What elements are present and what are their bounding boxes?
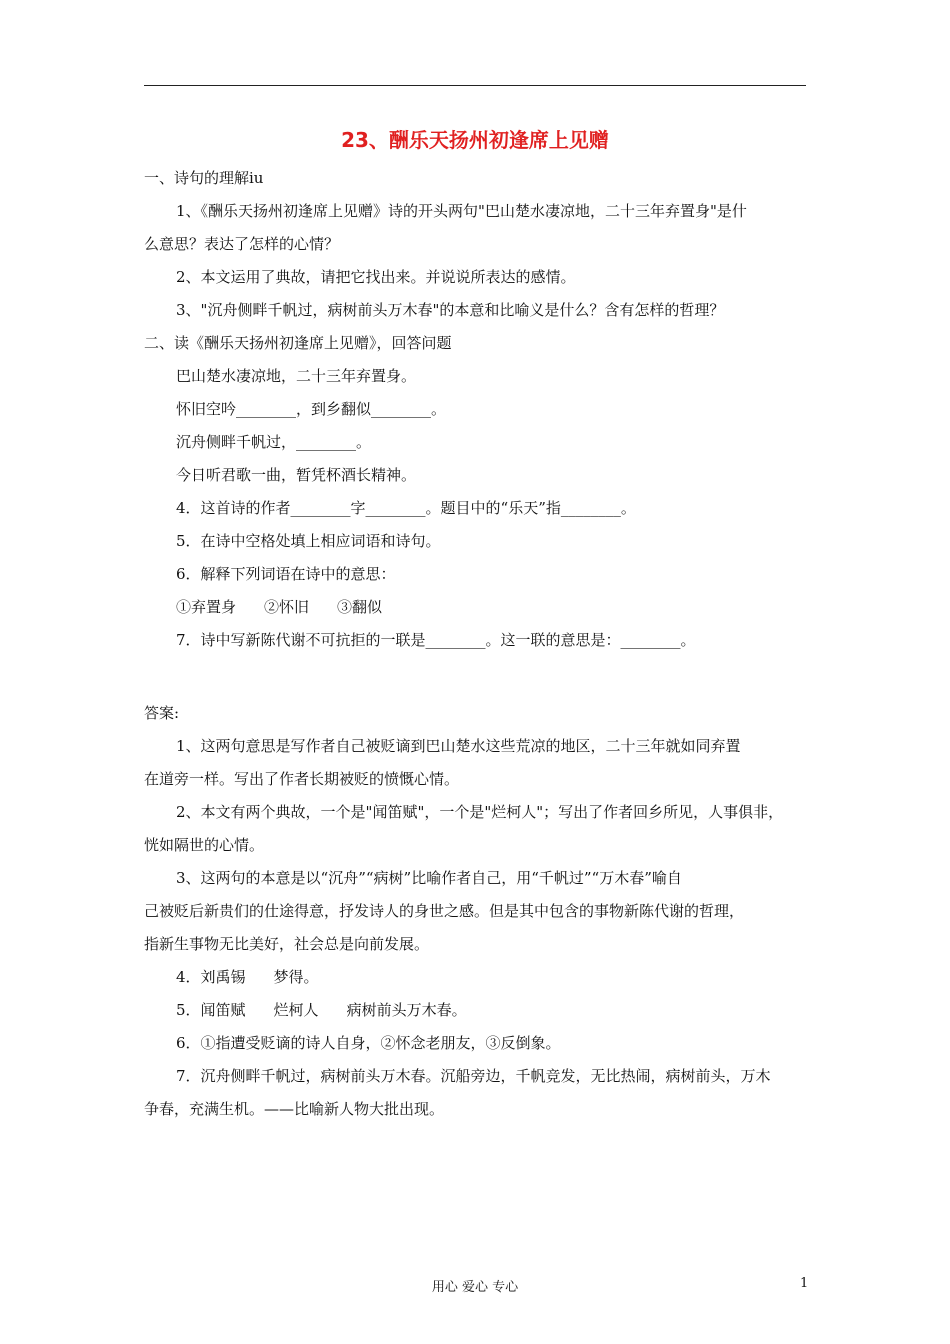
header-rule xyxy=(144,85,806,86)
answer-5-part-3: 病树前头万木春。 xyxy=(346,1001,467,1019)
answer-5 xyxy=(144,994,812,1027)
answers-heading: 答案: xyxy=(144,704,180,722)
answer-6: 6．①指遭受贬谪的诗人自身，②怀念老朋友，③反倒象。 xyxy=(176,1034,561,1052)
answer-2-line1: 2、本文有两个典故，一个是"闻笛赋"，一个是"烂柯人"；写出了作者回乡所见，人事俱非， xyxy=(176,803,784,821)
answer-3-line2: 己被贬后新贵们的仕途得意，抒发诗人的身世之感。但是其中包含的事物新陈代谢的哲理， xyxy=(144,902,745,920)
answer-2-line2: 恍如隔世的心情。 xyxy=(144,836,265,854)
question-4: 4．这首诗的作者________字________。题目中的“乐天”指________。 xyxy=(176,499,636,517)
option-2: ②怀旧 xyxy=(264,598,310,616)
answer-1-line1: 1、这两句意思是写作者自己被贬谪到巴山楚水这些荒凉的地区，二十三年就如同弃置 xyxy=(176,737,741,755)
answer-4-part-1: 4．刘禹锡 xyxy=(176,968,246,986)
answer-1-line2: 在道旁一样。写出了作者长期被贬的愤慨心情。 xyxy=(144,770,460,788)
answer-7-line2: 争春，充满生机。——比喻新人物大批出现。 xyxy=(144,1100,445,1118)
question-2: 2、本文运用了典故，请把它找出来。并说说所表达的感情。 xyxy=(176,268,576,286)
option-1: ①弃置身 xyxy=(176,598,237,616)
poem-line-2: 怀旧空吟________，到乡翻似________。 xyxy=(176,400,447,418)
answer-4-part-2: 梦得。 xyxy=(273,968,319,986)
section2-heading: 二、读《酬乐天扬州初逢席上见赠》，回答问题 xyxy=(144,334,452,352)
answer-3-line3: 指新生事物无比美好，社会总是向前发展。 xyxy=(144,935,430,953)
question-1-line2: 么意思？表达了怎样的心情？ xyxy=(144,235,340,253)
question-5: 5．在诗中空格处填上相应词语和诗句。 xyxy=(176,532,441,550)
answer-4 xyxy=(144,961,812,994)
question-3: 3、"沉舟侧畔千帆过，病树前头万木春"的本意和比喻义是什么？含有怎样的哲理？ xyxy=(176,301,725,319)
document-title: 23、酬乐天扬州初逢席上见赠 xyxy=(341,128,609,152)
option-3: ③翻似 xyxy=(337,598,383,616)
poem-line-1: 巴山楚水凄凉地，二十三年弃置身。 xyxy=(176,367,417,385)
section1-heading: 一、诗句的理解iu xyxy=(144,169,264,187)
answer-5-part-1: 5．闻笛赋 xyxy=(176,1001,246,1019)
document-body xyxy=(144,162,812,1126)
page-number: 1 xyxy=(800,1276,809,1291)
question-6: 6．解释下列词语在诗中的意思： xyxy=(176,565,396,583)
answer-7-line1: 7．沉舟侧畔千帆过，病树前头万木春。沉船旁边，千帆竞发，无比热闹，病树前头，万木 xyxy=(176,1067,771,1085)
poem-line-3: 沉舟侧畔千帆过，________。 xyxy=(176,433,372,451)
question-6-options xyxy=(144,591,812,624)
poem-line-4: 今日听君歌一曲，暂凭杯酒长精神。 xyxy=(176,466,417,484)
question-7: 7．诗中写新陈代谢不可抗拒的一联是________。这一联的意思是：________。 xyxy=(176,631,696,649)
answer-3-line1: 3、这两句的本意是以“沉舟”“病树”比喻作者自己，用“千帆过”“万木春”喻自 xyxy=(176,869,682,887)
answer-5-part-2: 烂柯人 xyxy=(273,1001,319,1019)
footer-motto: 用心 爱心 专心 xyxy=(431,1280,519,1295)
question-1-line1: 1、《酬乐天扬州初逢席上见赠》诗的开头两句"巴山楚水凄凉地，二十三年弃置身"是什 xyxy=(176,202,747,220)
